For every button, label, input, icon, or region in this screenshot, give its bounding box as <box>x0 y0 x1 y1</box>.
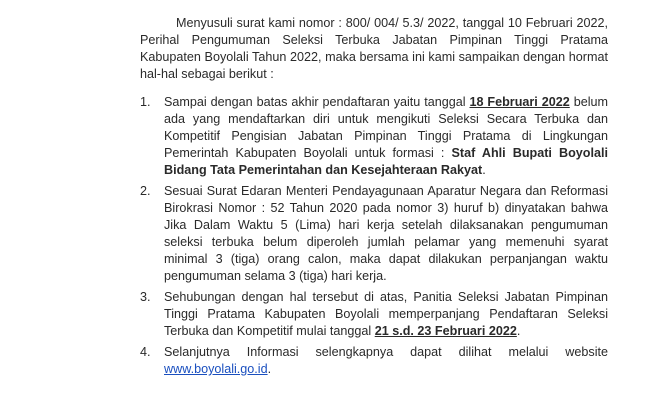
item-1-text-a: Sampai dengan batas akhir pendaftaran yaitu tanggal <box>164 95 470 109</box>
list-number: 2. <box>140 184 151 198</box>
item-3-text-a: Sehubungan dengan hal tersebut di atas, Panitia Seleksi Jabatan Pimpinan Tinggi Pratama Kabupaten Boyolali memperpanjang Pendaftaran Seleksi Terbuka dan Kompetitif mulai tanggal <box>164 290 608 338</box>
item-1-text-c: . <box>482 163 486 177</box>
list-item-3 <box>140 289 608 340</box>
item-1-text-b: belum ada yang mendaftarkan diri untuk mengikuti Seleksi Secara Terbuka dan Kompetitif Pengisian Jabatan Pimpinan Tinggi Pratama di Lingkungan Pemerintah Kabupaten Boyolali untuk formasi : <box>164 95 608 160</box>
list-item-1 <box>140 94 608 179</box>
item-4-text-b: . <box>267 362 272 376</box>
website-link[interactable]: www.boyolali.go.id <box>164 362 268 376</box>
list-number: 3. <box>140 290 151 304</box>
item-2-text: Sesuai Surat Edaran Menteri Pendayagunaan Aparatur Negara dan Reformasi Birokrasi Nomor : 52 Tahun 2020 pada nomor 3) huruf b) dinyatakan bahwa Jika Dalam Waktu 5 (Lima) hari kerja setelah dilaksanakan pengumuman seleksi terbuka belum diperoleh jumlah pelamar yang memenuhi syarat minimal 3 (tiga) orang calon, maka dapat dilakukan perpanjangan waktu pengumuman selama 3 (tiga) hari kerja. <box>164 184 608 283</box>
list-number: 4. <box>140 345 151 359</box>
intro-paragraph <box>140 15 608 83</box>
numbered-list <box>140 94 608 382</box>
item-3-text-b: . <box>516 324 521 338</box>
intro-text: Menyusuli surat kami nomor : 800/ 004/ 5.3/ 2022, tanggal 10 Februari 2022, Perihal Pengumuman Seleksi Terbuka Jabatan Pimpinan Tinggi Pratama Kabupaten Boyolali Tahun 2022, maka bersama ini kami sampaikan dengan hormat hal-hal sebagai berikut : <box>140 16 608 81</box>
list-item-2 <box>140 183 608 285</box>
item-1-deadline-date: 18 Februari 2022 <box>469 95 570 109</box>
item-3-extension-date: 21 s.d. 23 Februari 2022 <box>374 324 517 338</box>
list-number: 1. <box>140 95 151 109</box>
item-4-text-a: Selanjutnya Informasi selengkapnya dapat dilihat melalui website <box>164 345 608 359</box>
item-1-formasi: Staf Ahli Bupati Boyolali Bidang Tata Pemerintahan dan Kesejahteraan Rakyat <box>164 146 608 177</box>
list-item-4 <box>140 344 608 378</box>
